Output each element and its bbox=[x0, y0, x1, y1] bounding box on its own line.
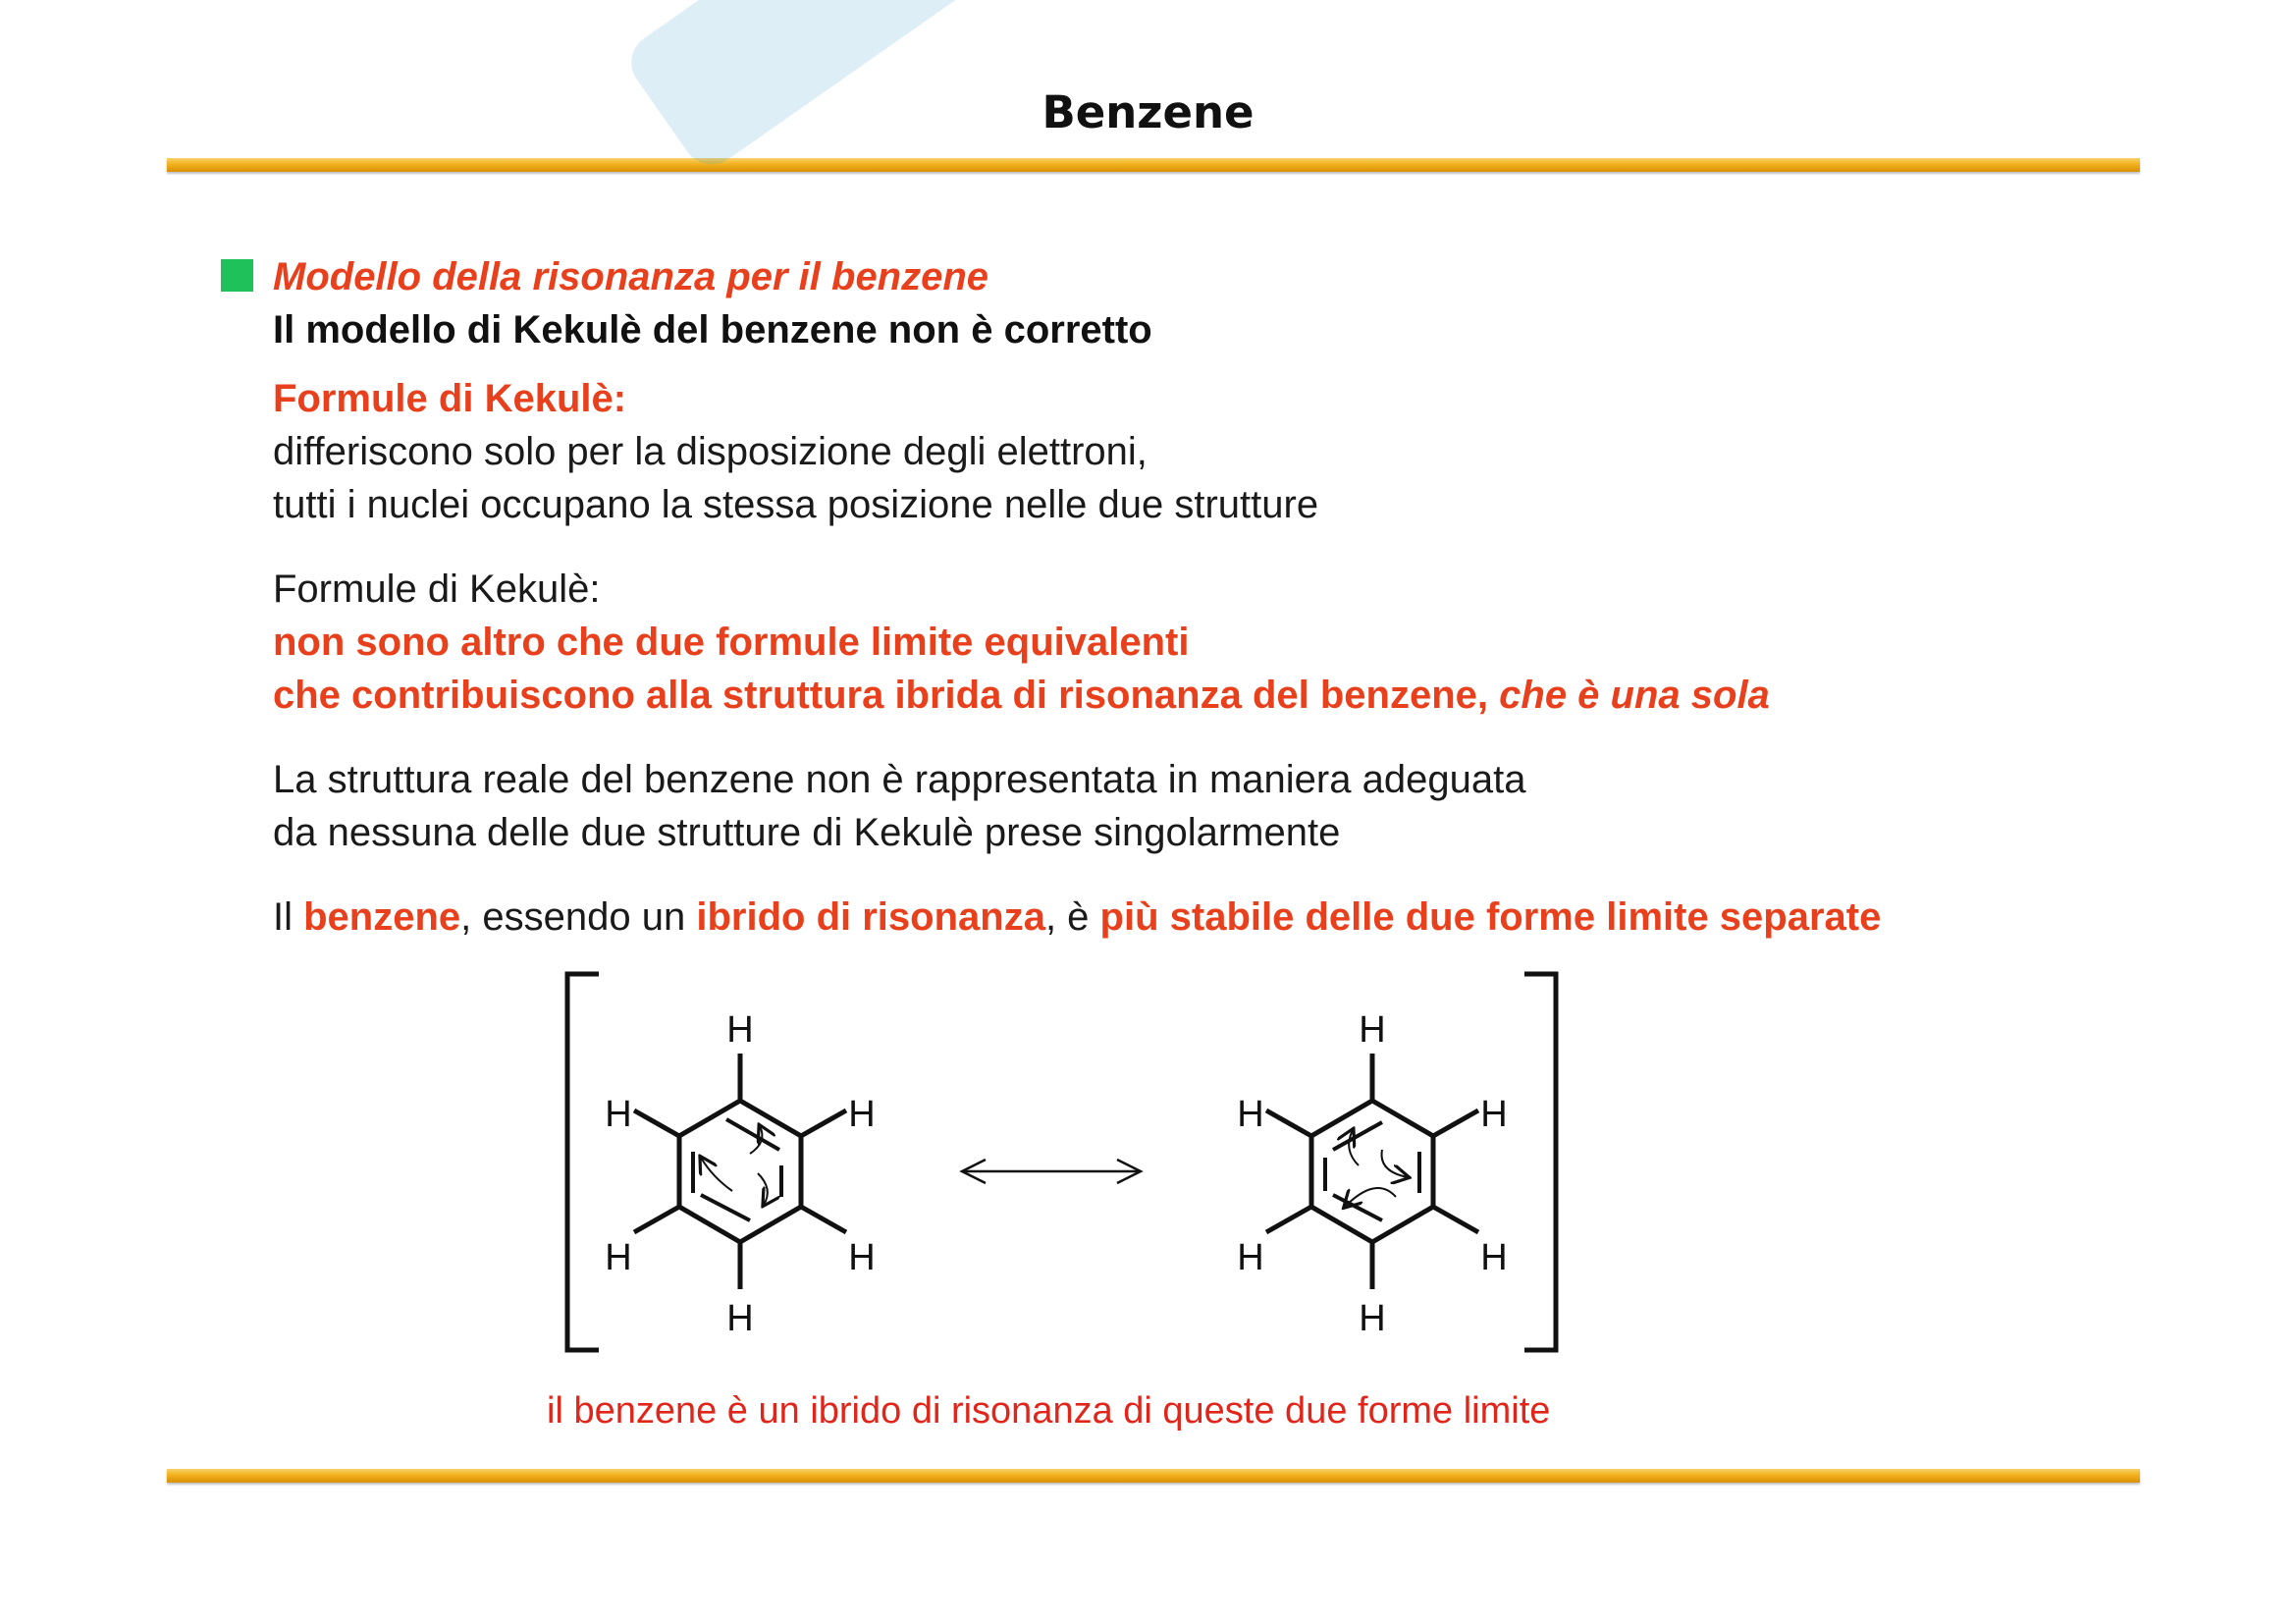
kekule-text-2b-main: che contribuiscono alla struttura ibrida di risonanza del benzene, bbox=[273, 674, 1489, 717]
kekule-text-2b-italic: che è una sola bbox=[1499, 674, 1770, 717]
stability-p3: , essendo un bbox=[460, 895, 697, 939]
h-label: H bbox=[848, 1094, 876, 1135]
kekule-text-1a: differiscono solo per la disposizione degli elettroni, bbox=[273, 430, 1148, 473]
h-label: H bbox=[1480, 1237, 1508, 1278]
h-label: H bbox=[1480, 1094, 1508, 1135]
kekule-text-1b: tutti i nuclei occupano la stessa posizione nelle due strutture bbox=[273, 483, 1319, 526]
resonance-arrow bbox=[962, 1160, 1141, 1183]
real-structure-text-a: La struttura reale del benzene non è rappresentata in maniera adeguata bbox=[273, 758, 1526, 801]
bottom-divider-bar bbox=[167, 1469, 2140, 1483]
h-label: H bbox=[605, 1094, 632, 1135]
h-label: H bbox=[1359, 1298, 1386, 1339]
kekule-text-2b bbox=[273, 672, 1770, 719]
kekule-text-2a: non sono altro che due formule limite equivalenti bbox=[273, 621, 1190, 664]
section-subheading: Il modello di Kekulè del benzene non è corretto bbox=[273, 308, 1152, 352]
stability-p5: , è bbox=[1044, 895, 1100, 939]
top-divider-bar bbox=[167, 158, 2140, 172]
h-label: H bbox=[605, 1237, 632, 1278]
stability-p2: benzene bbox=[303, 895, 461, 939]
h-label: H bbox=[726, 1009, 754, 1051]
slide-title: Benzene bbox=[1041, 86, 1255, 138]
h-label: H bbox=[1359, 1009, 1386, 1051]
kekule-label-1: Formule di Kekulè: bbox=[273, 377, 627, 420]
h-label: H bbox=[1237, 1237, 1264, 1278]
stability-p4: ibrido di risonanza bbox=[696, 895, 1045, 939]
stability-sentence bbox=[273, 893, 1881, 941]
stability-p6: più stabile delle due forme limite separate bbox=[1099, 895, 1882, 939]
bullet-icon bbox=[221, 259, 253, 292]
kekule-label-2: Formule di Kekulè: bbox=[273, 568, 601, 611]
diagram-caption: il benzene è un ibrido di risonanza di queste due forme limite bbox=[547, 1390, 1551, 1432]
kekule-structure-2 bbox=[1237, 1009, 1507, 1339]
kekule-structure-1 bbox=[605, 1009, 875, 1339]
section-heading: Modello della risonanza per il benzene bbox=[273, 255, 989, 298]
left-bracket bbox=[567, 974, 599, 1350]
stability-p1: Il bbox=[273, 895, 304, 939]
resonance-diagram bbox=[550, 962, 1571, 1365]
h-label: H bbox=[726, 1298, 754, 1339]
real-structure-text-b: da nessuna delle due strutture di Kekulè prese singolarmente bbox=[273, 811, 1341, 854]
h-label: H bbox=[848, 1237, 876, 1278]
right-bracket bbox=[1524, 974, 1556, 1350]
h-label: H bbox=[1237, 1094, 1264, 1135]
